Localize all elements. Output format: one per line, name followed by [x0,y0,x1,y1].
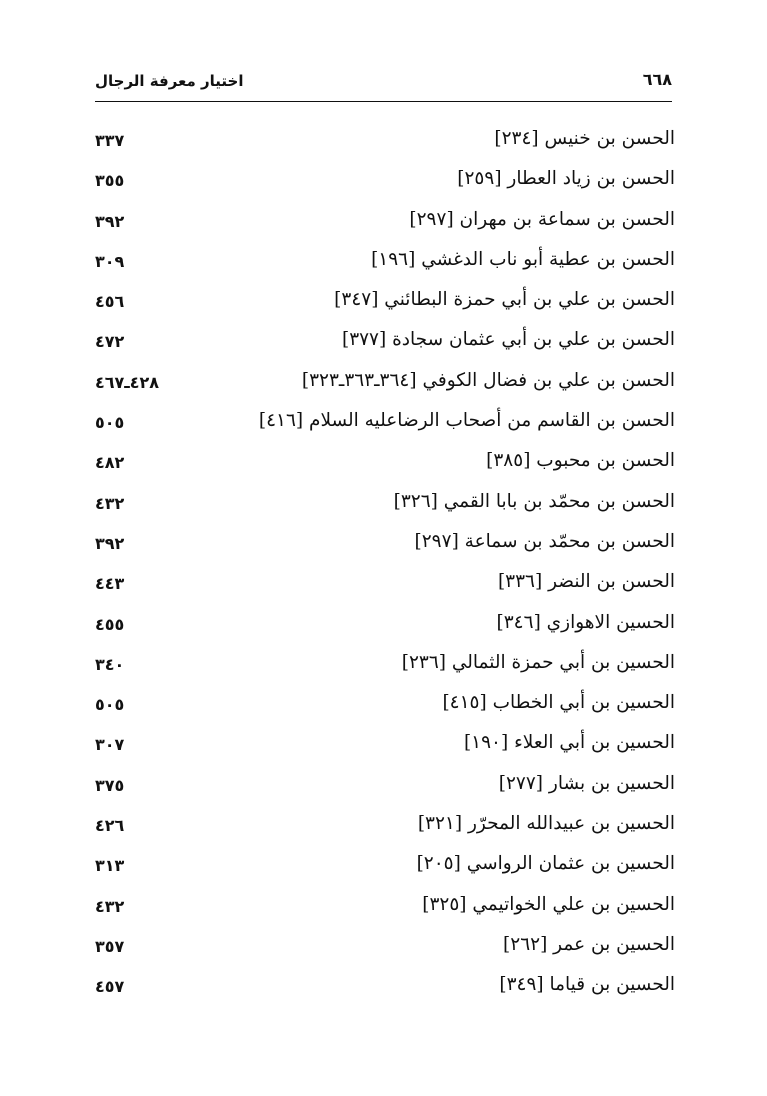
running-header [95,72,672,100]
entry-name: الحسن بن محبوب [٣٨٥] [486,450,675,472]
entry-name: الحسن بن زياد العطار [٢٥٩] [457,168,675,190]
index-entry [95,686,675,726]
index-entry [95,485,675,525]
index-entry [95,606,675,646]
entry-page-numbers: ٣٠٩ [95,251,125,271]
entry-page-numbers: ٣٥٧ [95,936,125,956]
index-entry [95,646,675,686]
entry-name: الحسن بن محمّد بن سماعة [٢٩٧] [414,530,675,552]
entry-page-numbers: ٤٢٦ [95,816,125,836]
page-number: ٦٦٨ [642,70,672,89]
entry-name: الحسين الاهوازي [٣٤٦] [496,611,675,633]
entry-name: الحسن بن علي بن أبي عثمان سجادة [٣٧٧] [341,329,675,351]
entry-page-numbers: ٤٥٧ [95,977,125,997]
entry-page-numbers: ٣١٣ [95,856,125,876]
entry-name: الحسين بن بشار [٢٧٧] [498,772,675,794]
index-entry [95,243,675,283]
index-entry [95,726,675,766]
entry-name: الحسين بن عثمان الرواسي [٢٠٥] [416,853,675,875]
entry-page-numbers: ٥٠٥ [95,413,125,433]
entry-name: الحسن بن علي بن أبي حمزة البطائني [٣٤٧] [334,289,675,311]
entry-page-numbers: ٣٧٥ [95,775,125,795]
entry-page-numbers: ٤٨٢ [95,453,125,473]
entry-page-numbers: ٣٥٥ [95,171,125,191]
index-entry [95,283,675,323]
entry-name: الحسين بن قياما [٣٤٩] [499,974,675,996]
entry-name: الحسن بن محمّد بن بابا القمي [٣٢٦] [393,490,675,512]
index-entry [95,565,675,605]
entry-page-numbers: ٣٩٢ [95,211,125,231]
entry-name: الحسن بن خنيس [٢٣٤] [494,128,675,149]
entry-page-numbers: ٤٥٦ [95,292,125,312]
index-entry [95,928,675,968]
entry-name: الحسن بن القاسم من أصحاب الرضاعليه السلام [٤١٦] [258,410,675,432]
entry-page-numbers: ٣٠٧ [95,735,125,755]
index-entry [95,968,675,1008]
entry-page-numbers: ٤٤٣ [95,574,125,594]
entry-page-numbers: ٥٠٥ [95,695,125,715]
entry-name: الحسن بن علي بن فضال الكوفي [٣٦٤ـ٣٦٣ـ٣٢٣] [301,369,675,391]
index-entry [95,444,675,484]
index-entries-list [95,122,675,1009]
entry-name: الحسن بن عطية أبو ناب الدغشي [١٩٦] [371,248,675,270]
index-entry [95,767,675,807]
index-entry [95,364,675,404]
index-entry [95,203,675,243]
entry-name: الحسن بن سماعة بن مهران [٢٩٧] [409,208,675,230]
entry-page-numbers: ٤٧٢ [95,332,125,352]
entry-page-numbers: ٤٣٢ [95,493,125,513]
index-entry [95,847,675,887]
book-title: اختيار معرفة الرجال [95,72,244,90]
entry-name: الحسين بن عمر [٢٦٢] [503,933,675,955]
index-entry [95,162,675,202]
entry-name: الحسين بن علي الخواتيمي [٣٢٥] [422,893,675,915]
entry-page-numbers: ٤٢٨ـ٤٦٧ [95,372,160,392]
header-divider [95,101,672,102]
entry-name: الحسين بن عبيدالله المحرّر [٣٢١] [417,813,675,835]
entry-page-numbers: ٤٥٥ [95,614,125,634]
entry-name: الحسين بن أبي العلاء [١٩٠] [463,732,675,754]
entry-name: الحسين بن أبي الخطاب [٤١٥] [442,692,675,714]
entry-page-numbers: ٣٩٢ [95,533,125,553]
index-entry [95,323,675,363]
entry-page-numbers: ٣٣٧ [95,131,125,150]
entry-name: الحسن بن النضر [٣٣٦] [497,571,675,593]
index-entry [95,525,675,565]
index-entry [95,807,675,847]
index-entry [95,888,675,928]
entry-page-numbers: ٣٤٠ [95,654,125,674]
entry-name: الحسين بن أبي حمزة الثمالي [٢٣٦] [401,651,675,673]
index-entry [95,404,675,444]
index-entry [95,122,675,162]
entry-page-numbers: ٤٣٢ [95,896,125,916]
